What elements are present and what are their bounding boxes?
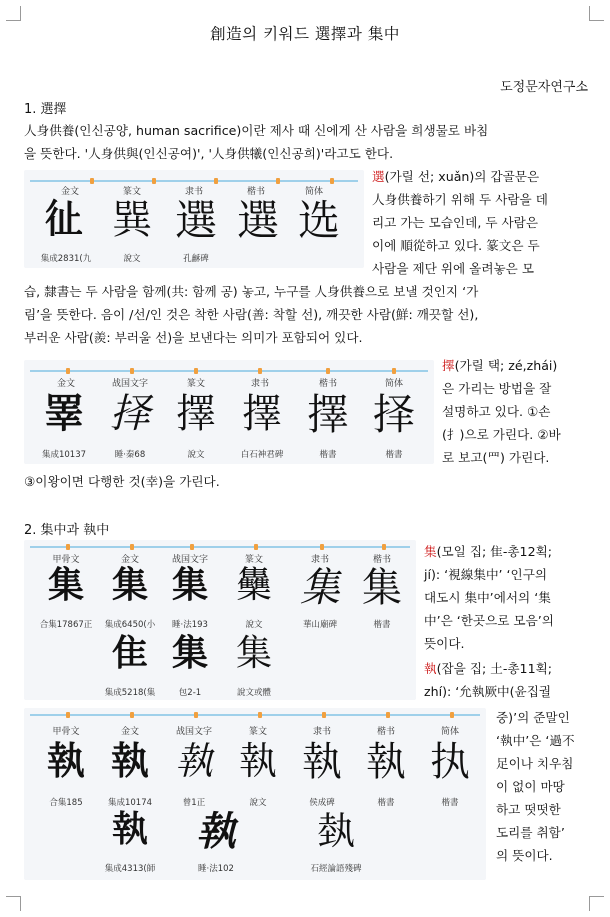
jip2-text-line2: zhí): ‘允執厥中(윤집궐 <box>424 684 552 699</box>
jip-text-line4: 中’은 ‘한곳으로 모음’의 <box>424 613 554 628</box>
character-glyph: 睪 <box>44 391 84 437</box>
source-caption: 睡·法193 <box>172 620 208 630</box>
script-label: 篆文 <box>248 727 268 737</box>
sun-text-line2: 人身供養하기 위해 두 사람을 데 <box>372 192 548 207</box>
timeline-tick <box>326 368 330 374</box>
script-label: 隶书 <box>312 727 332 737</box>
source-caption: 睡·法102 <box>198 864 234 874</box>
script-label: 篆文 <box>244 555 264 565</box>
character-glyph: 擇 <box>176 391 216 437</box>
source-caption: 包2-1 <box>178 688 202 698</box>
timeline-tick <box>382 544 386 550</box>
source-caption: 楷書 <box>441 798 459 808</box>
sun-text-line1: 選(가릴 선; xuǎn)의 갑골문은 <box>372 169 540 184</box>
script-label: 战国文字 <box>175 727 213 737</box>
timeline-tick <box>450 712 454 718</box>
character-glyph: 集 <box>171 633 209 674</box>
highlight-char: 擇 <box>442 358 455 373</box>
timeline-tick <box>130 544 134 550</box>
sun-text-full3: 부러운 사람(羨: 부러울 선)을 보낸다는 의미가 포함되어 있다. <box>24 330 363 345</box>
script-label: 金文 <box>120 555 140 565</box>
crop-mark-bottom-right <box>589 896 604 911</box>
timeline-tick <box>322 712 326 718</box>
script-label: 金文 <box>60 187 80 197</box>
jip2-text-line1: 執(잡을 집; 土-총11획; <box>424 661 552 676</box>
jip2-text-line9: 의 뜻이다. <box>496 848 553 863</box>
character-glyph: 选 <box>297 196 341 245</box>
timeline-tick <box>320 544 324 550</box>
source-caption: 侯成碑 <box>309 798 335 808</box>
highlight-char: 集 <box>424 544 437 559</box>
jip2-text-line7: 하고 떳떳한 <box>496 802 561 817</box>
sun-text-full2: 림’을 뜻한다. 음이 /선/인 것은 착한 사람(善: 착할 선), 깨끗한 사람(鮮: 깨끗할 선), <box>24 307 479 322</box>
timeline-bar <box>30 546 410 548</box>
script-label: 楷书 <box>246 187 266 197</box>
timeline-tick <box>66 712 70 718</box>
jip2-text-line5: 足이나 치우침 <box>496 756 574 771</box>
character-glyph: 執 <box>174 739 214 783</box>
character-glyph: 執 <box>111 809 149 850</box>
character-glyph: 執 <box>366 739 406 785</box>
timeline-tick <box>190 544 194 550</box>
character-glyph: 𢓊 <box>44 197 84 243</box>
script-label: 隶书 <box>184 187 204 197</box>
timeline-tick <box>130 368 134 374</box>
timeline-tick <box>194 712 198 718</box>
taek-text-line4: (扌)으로 가린다. ②바 <box>442 427 561 442</box>
taek-text-full: ③이왕이면 다행한 것(幸)을 가린다. <box>24 474 220 489</box>
character-glyph: 擇 <box>306 390 350 439</box>
character-glyph: 執 <box>238 739 278 783</box>
timeline-tick <box>258 368 262 374</box>
source-caption: 說文或體 <box>236 688 272 698</box>
character-glyph: 执 <box>430 739 470 785</box>
source-caption: 說文 <box>249 798 267 808</box>
source-caption: 孔龢碑 <box>183 254 209 264</box>
jip2-text-line6: 이 없이 마땅 <box>496 779 565 794</box>
crop-mark-bottom-left <box>6 896 21 911</box>
source-caption: 華山廟碑 <box>302 620 338 630</box>
character-glyph: 集 <box>362 565 402 611</box>
source-caption: 楷書 <box>319 450 337 460</box>
jip-text-line3: 대도시 集中’에서의 ‘集 <box>424 590 551 605</box>
sun-text-line4: 이에 順從하고 있다. 篆文은 두 <box>372 238 540 253</box>
source-caption: 合集17867正 <box>39 620 93 630</box>
source-caption: 集成2831(九 <box>40 254 92 264</box>
character-glyph: 集 <box>235 633 273 674</box>
script-label: 金文 <box>56 379 76 389</box>
source-caption: 合集185 <box>49 798 83 808</box>
source-caption: 楷書 <box>377 798 395 808</box>
character-glyph: 執 <box>302 739 342 785</box>
script-label: 战国文字 <box>111 379 149 389</box>
source-caption: 曾1正 <box>182 798 206 808</box>
timeline-tick <box>254 544 258 550</box>
source-caption: 睡·秦68 <box>114 450 146 460</box>
section1-intro-line1: 人身供養(인신공양, human sacrifice)이란 제사 때 신에게 산 사람을 희생물로 바침 <box>24 123 489 138</box>
crop-mark-top-right <box>589 6 604 21</box>
script-label: 篆文 <box>186 379 206 389</box>
figure-jip2-evolution <box>24 708 486 880</box>
timeline-tick <box>386 712 390 718</box>
script-label: 楷书 <box>318 379 338 389</box>
figure-sun-evolution <box>24 170 364 268</box>
source-caption: 說文 <box>123 254 141 264</box>
source-caption: 楷書 <box>385 450 403 460</box>
author-label: 도정문자연구소 <box>500 80 588 95</box>
script-label: 战国文字 <box>171 555 209 565</box>
script-label: 简体 <box>304 187 324 197</box>
sun-text-full1: 습, 隸書는 두 사람을 함께(共: 함께 공) 놓고, 누구를 人身供養으로 보낼 것인지 ‘가 <box>24 284 479 299</box>
timeline-tick <box>276 178 280 184</box>
script-label: 简体 <box>440 727 460 737</box>
timeline-tick <box>66 544 70 550</box>
character-glyph: 選 <box>174 196 218 245</box>
sun-text-line5: 사람을 제단 위에 올려놓은 모 <box>372 261 534 276</box>
script-label: 简体 <box>384 379 404 389</box>
document-title: 創造의 키워드 選擇과 集中 <box>210 25 400 43</box>
script-label: 金文 <box>120 727 140 737</box>
sun-text-line3: 리고 가는 모습인데, 두 사람은 <box>372 215 539 230</box>
timeline-tick <box>130 712 134 718</box>
script-label: 楷书 <box>372 555 392 565</box>
jip2-text-line3: 중)’의 준말인 <box>496 710 570 725</box>
source-caption: 集成10174 <box>107 798 153 808</box>
source-caption: 石經論語殘碑 <box>310 864 362 874</box>
source-caption: 集成4313(師 <box>104 864 156 874</box>
taek-text-line5: 로 보고(罒) 가린다. <box>442 450 550 465</box>
timeline-tick <box>392 368 396 374</box>
timeline-tick <box>152 178 156 184</box>
source-caption: 楷書 <box>373 620 391 630</box>
script-label: 甲骨文 <box>52 555 80 565</box>
jip2-text-line4: ‘執中’은 ‘過不 <box>496 733 575 748</box>
taek-text-line3: 설명하고 있다. ①손 <box>442 404 551 419</box>
jip-text-line2: jí): ‘視線集中’ ‘인구의 <box>424 567 548 582</box>
character-glyph: 執 <box>196 808 236 855</box>
figure-jip-evolution <box>24 540 416 700</box>
character-glyph: 埶 <box>316 809 356 853</box>
taek-text-line2: 은 가리는 방법을 잘 <box>442 381 552 396</box>
character-glyph: 集 <box>47 565 85 606</box>
source-caption: 說文 <box>245 620 263 630</box>
timeline-bar <box>30 370 428 372</box>
jip-text-line1: 集(모일 집; 隹-총12획; <box>424 544 552 559</box>
script-label: 楷书 <box>376 727 396 737</box>
timeline-tick <box>214 178 218 184</box>
character-glyph: 择 <box>110 391 150 437</box>
character-glyph: 執 <box>110 739 150 783</box>
highlight-char: 執 <box>424 661 437 676</box>
section2-heading: 2. 集中과 執中 <box>24 523 110 538</box>
jip2-text-line8: 도리를 취함’ <box>496 825 565 840</box>
character-glyph: 選 <box>236 196 280 245</box>
timeline-tick <box>90 178 94 184</box>
script-label: 篆文 <box>122 187 142 197</box>
source-caption: 白石神君碑 <box>240 450 284 460</box>
script-label: 甲骨文 <box>52 727 80 737</box>
highlight-char: 選 <box>372 169 385 184</box>
timeline-bar <box>30 180 358 182</box>
timeline-tick <box>258 712 262 718</box>
character-glyph: 雧 <box>235 565 273 606</box>
character-glyph: 巽 <box>112 197 152 243</box>
jip-text-line5: 뜻이다. <box>424 636 465 651</box>
character-glyph: 執 <box>46 739 86 783</box>
source-caption: 集成6450(小 <box>104 620 156 630</box>
timeline-bar <box>30 714 480 716</box>
script-label: 隶书 <box>250 379 270 389</box>
character-glyph: 择 <box>372 390 416 439</box>
character-glyph: 集 <box>300 565 340 611</box>
source-caption: 說文 <box>187 450 205 460</box>
character-glyph: 擇 <box>242 391 282 437</box>
source-caption: 集成10137 <box>41 450 87 460</box>
taek-text-line1: 擇(가릴 택; zé,zhái) <box>442 358 558 373</box>
character-glyph: 集 <box>111 565 149 606</box>
source-caption: 集成5218(集 <box>104 688 156 698</box>
section1-intro-line2: 을 뜻한다. '人身供與(인신공여)', '人身供犧(인신공희)'라고도 한다. <box>24 146 394 161</box>
section1-heading: 1. 選擇 <box>24 102 67 117</box>
script-label: 隶书 <box>310 555 330 565</box>
timeline-tick <box>66 368 70 374</box>
figure-taek-evolution <box>24 360 434 464</box>
character-glyph: 集 <box>171 565 209 606</box>
character-glyph: 隹 <box>111 633 149 674</box>
timeline-tick <box>194 368 198 374</box>
timeline-tick <box>330 178 334 184</box>
crop-mark-top-left <box>6 6 21 21</box>
